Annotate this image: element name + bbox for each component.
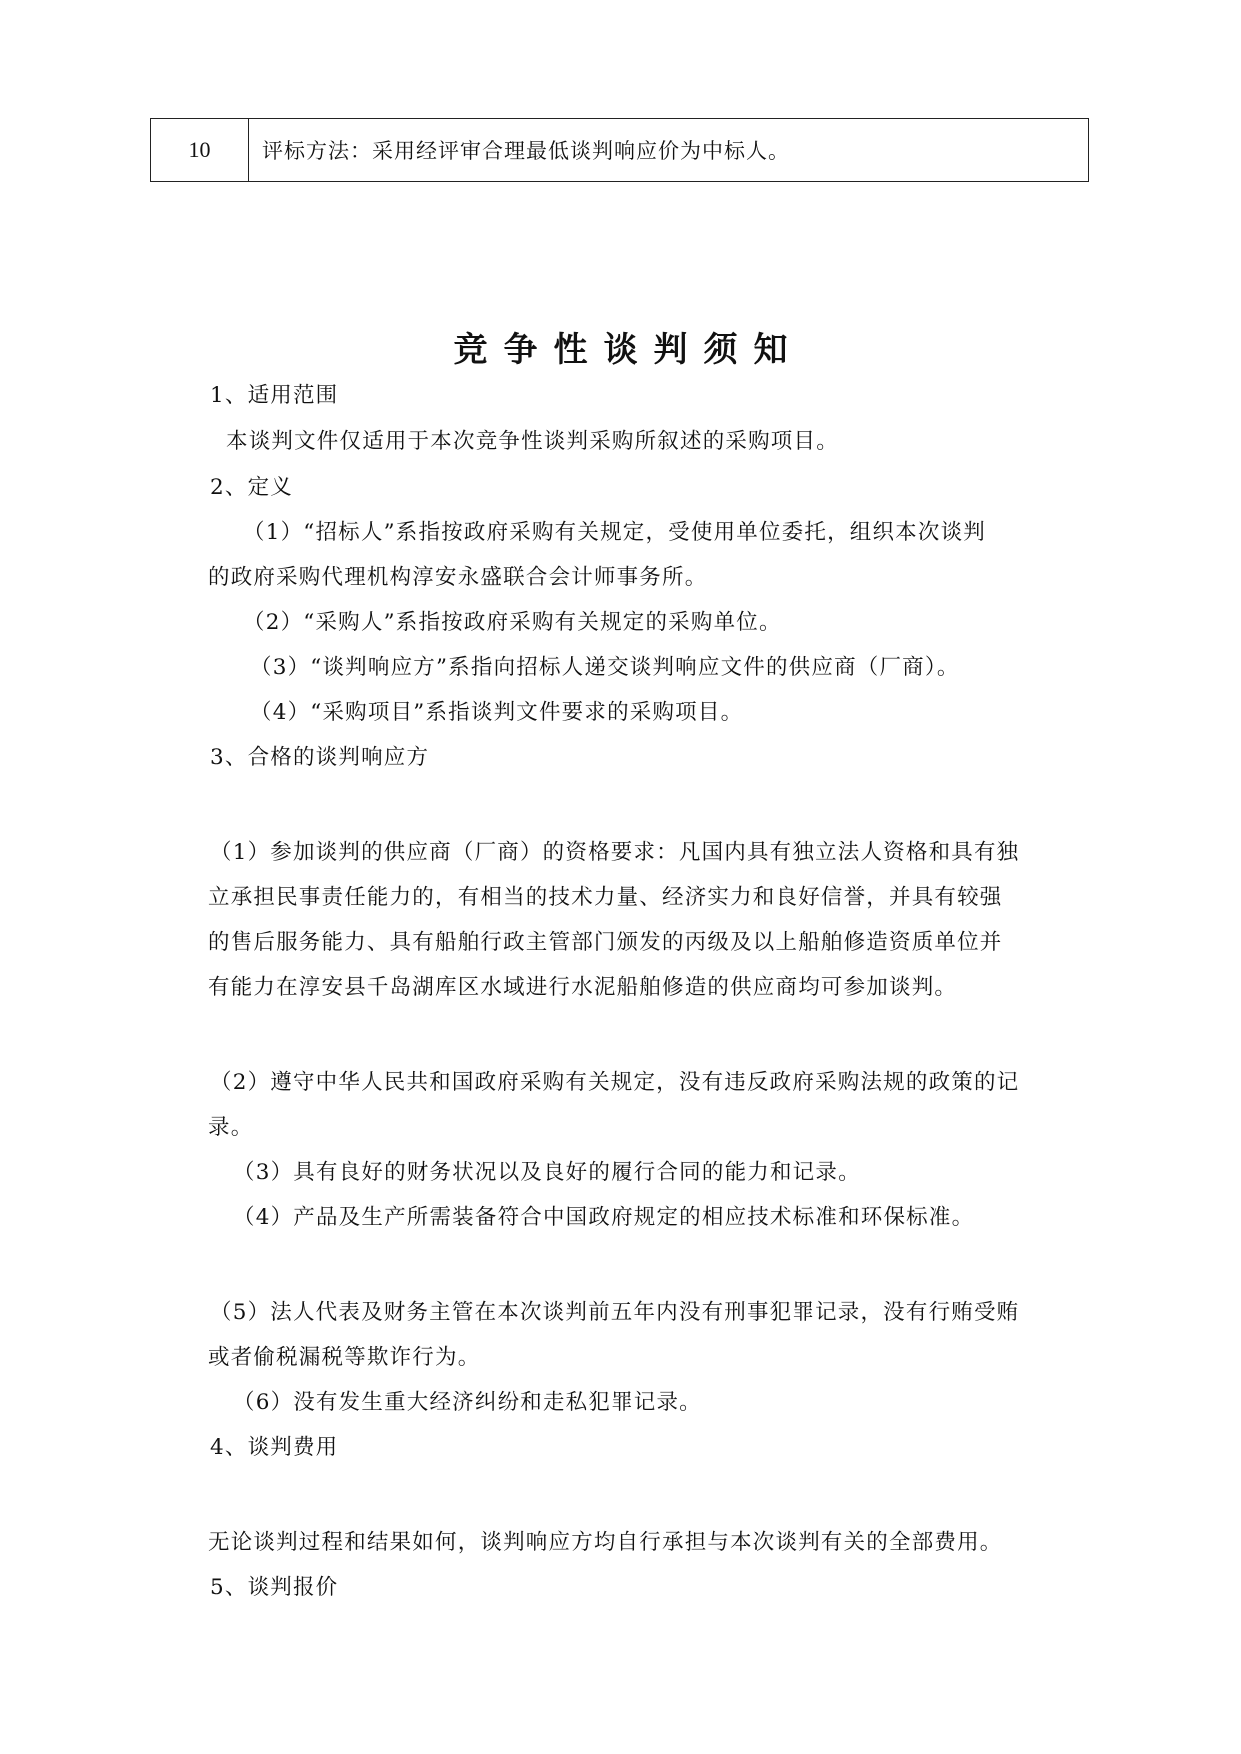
table-row-text: 评标方法：采用经评审合理最低谈判响应价为中标人。: [262, 139, 790, 163]
text-line: 2、定义: [210, 475, 293, 500]
text-line: （4）产品及生产所需装备符合中国政府规定的相应技术标准和环保标准。: [233, 1205, 975, 1230]
text-line: （2）遵守中华人民共和国政府采购有关规定，没有违反政府采购法规的政策的记: [210, 1070, 1020, 1095]
text-line: （3）具有良好的财务状况以及良好的履行合同的能力和记录。: [233, 1160, 861, 1185]
text-line: 无论谈判过程和结果如何，谈判响应方均自行承担与本次谈判有关的全部费用。: [208, 1530, 1003, 1555]
page-title: 竞争性谈判须知: [453, 330, 804, 370]
evaluation-method-table: [150, 118, 1089, 182]
text-line: 4、谈判费用: [210, 1435, 339, 1460]
text-line: 3、合格的谈判响应方: [210, 745, 430, 770]
text-line: 或者偷税漏税等欺诈行为。: [208, 1345, 481, 1370]
text-line: 5、谈判报价: [210, 1575, 339, 1600]
text-line: 本谈判文件仅适用于本次竞争性谈判采购所叙述的采购项目。: [226, 429, 839, 454]
text-line: （2）“采购人”系指按政府采购有关规定的采购单位。: [243, 610, 782, 635]
text-line: （5）法人代表及财务主管在本次谈判前五年内没有刑事犯罪记录，没有行贿受贿: [210, 1300, 1020, 1325]
text-line: （6）没有发生重大经济纠纷和走私犯罪记录。: [233, 1390, 702, 1415]
text-line: （4）“采购项目”系指谈判文件要求的采购项目。: [250, 700, 744, 725]
text-line: 录。: [208, 1115, 254, 1140]
text-line: （3）“谈判响应方”系指向招标人递交谈判响应文件的供应商（厂商）。: [250, 655, 960, 680]
text-line: 立承担民事责任能力的，有相当的技术力量、经济实力和良好信誉，并具有较强: [208, 885, 1003, 910]
text-line: 的售后服务能力、具有船舶行政主管部门颁发的丙级及以上船舶修造资质单位并: [208, 930, 1003, 955]
text-line: 有能力在淳安县千岛湖库区水域进行水泥船舶修造的供应商均可参加谈判。: [208, 975, 958, 1000]
text-line: 1、适用范围: [210, 383, 339, 408]
text-line: （1）参加谈判的供应商（厂商）的资格要求：凡国内具有独立法人资格和具有独: [210, 840, 1020, 865]
text-line: （1）“招标人”系指按政府采购有关规定，受使用单位委托，组织本次谈判: [243, 520, 986, 545]
text-line: 的政府采购代理机构淳安永盛联合会计师事务所。: [208, 565, 708, 590]
table-row-number: 10: [151, 119, 249, 181]
